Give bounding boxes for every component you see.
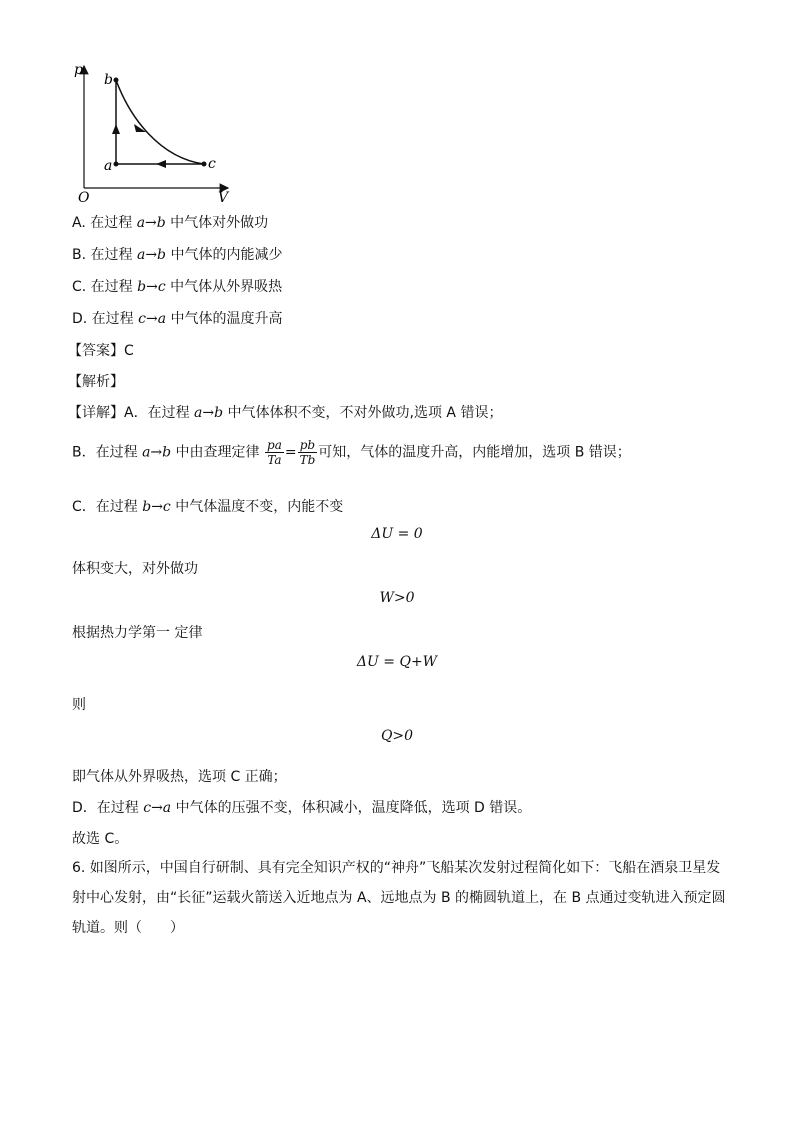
option-c-prefix: C. 在过程 (72, 279, 138, 295)
option-c (72, 276, 282, 296)
detail-line-2-process: a→b (142, 444, 172, 461)
detail-line-8-process: c→a (143, 800, 172, 816)
option-b-process: a→b (136, 247, 167, 263)
detail-line-1 (68, 402, 502, 422)
equation-3: ΔU = Q+W (356, 654, 438, 670)
detail-line-3 (72, 496, 343, 516)
option-a-prefix: A. 在过程 (72, 215, 137, 231)
process-b-c (116, 80, 204, 164)
pv-diagram (70, 58, 240, 208)
detail-line-2-suffix: 可知，气体的温度升高，内能增加，选项 B 错误； (318, 444, 631, 461)
detail-line-2-prefix: B．在过程 (72, 444, 143, 461)
option-c-process: b→c (137, 279, 166, 295)
origin-label: O (78, 190, 90, 206)
charles-fraction-right (298, 438, 318, 467)
option-d-suffix: 中气体的温度升高 (166, 311, 283, 327)
detail-line-2 (72, 438, 631, 467)
point-b-label: b (104, 72, 113, 88)
detail-line-8 (72, 797, 531, 817)
arrow-c-a-icon (156, 160, 166, 168)
point-c-label: c (208, 156, 216, 172)
detail-line-5: 根据热力学第一 定律 (72, 625, 203, 641)
point-a (114, 162, 119, 167)
option-d (72, 308, 283, 328)
fraction-equals: = (284, 444, 297, 461)
option-a-process: a→b (136, 215, 166, 231)
fraction-left-denominator: Ta (267, 453, 282, 467)
detail-line-1-process: a→b (194, 405, 224, 421)
detail-line-8-suffix: 中气体的压强不变，体积减小，温度降低，选项 D 错误。 (171, 800, 532, 816)
point-a-label: a (104, 158, 113, 174)
answer-line (68, 340, 134, 360)
question-6: 6. 如图所示，中国自行研制、具有完全知识产权的“神舟”飞船某次发射过程简化如下：飞船在酒泉卫星发射中心发射，由“长征”运载火箭送入近地点为 A、远地点为 B 的椭圆轨道上，在 B 点通过变轨进入预定圆轨道。则（ ） (72, 860, 726, 936)
option-b (72, 244, 282, 264)
detail-line-3-suffix: 中气体温度不变，内能不变 (170, 499, 344, 515)
equation-2: W>0 (379, 590, 415, 606)
detail-line-2-mid: 中由查理定律 (171, 444, 265, 461)
analysis-tag: 【解析】 (68, 374, 124, 390)
charles-fraction-left (265, 438, 284, 467)
arrow-a-b-icon (112, 124, 120, 134)
option-b-suffix: 中气体的内能减少 (166, 247, 283, 263)
option-d-prefix: D. 在过程 (72, 311, 139, 327)
option-b-prefix: B. 在过程 (72, 247, 137, 263)
point-b (114, 78, 119, 83)
detail-line-1-prefix: 【详解】A．在过程 (68, 405, 195, 421)
detail-line-4: 体积变大，对外做功 (72, 561, 198, 577)
detail-line-6: 则 (72, 697, 86, 713)
detail-line-3-process: b→c (142, 499, 171, 515)
option-c-suffix: 中气体从外界吸热 (165, 279, 283, 295)
answer-value: C (124, 343, 134, 359)
fraction-left-numerator: pa (267, 438, 282, 452)
equation-1: ΔU = 0 (371, 526, 423, 542)
detail-line-7: 即气体从外界吸热，选项 C 正确； (72, 769, 287, 785)
option-d-process: c→a (138, 311, 167, 327)
fraction-right-numerator: pb (298, 438, 318, 453)
answer-tag: 【答案】 (68, 343, 124, 359)
detail-line-1-suffix: 中气体体积不变，不对外做功,选项 A 错误； (223, 405, 503, 421)
detail-line-9: 故选 C。 (72, 831, 129, 847)
equation-4: Q>0 (380, 728, 414, 744)
fraction-right-denominator: Tb (299, 453, 316, 467)
v-axis-label: V (218, 190, 229, 206)
detail-line-8-prefix: D．在过程 (72, 800, 144, 816)
option-a (72, 212, 268, 232)
detail-line-3-prefix: C．在过程 (72, 499, 143, 515)
point-c (202, 162, 207, 167)
option-a-suffix: 中气体对外做功 (165, 215, 269, 231)
p-axis-label: p (74, 62, 83, 78)
